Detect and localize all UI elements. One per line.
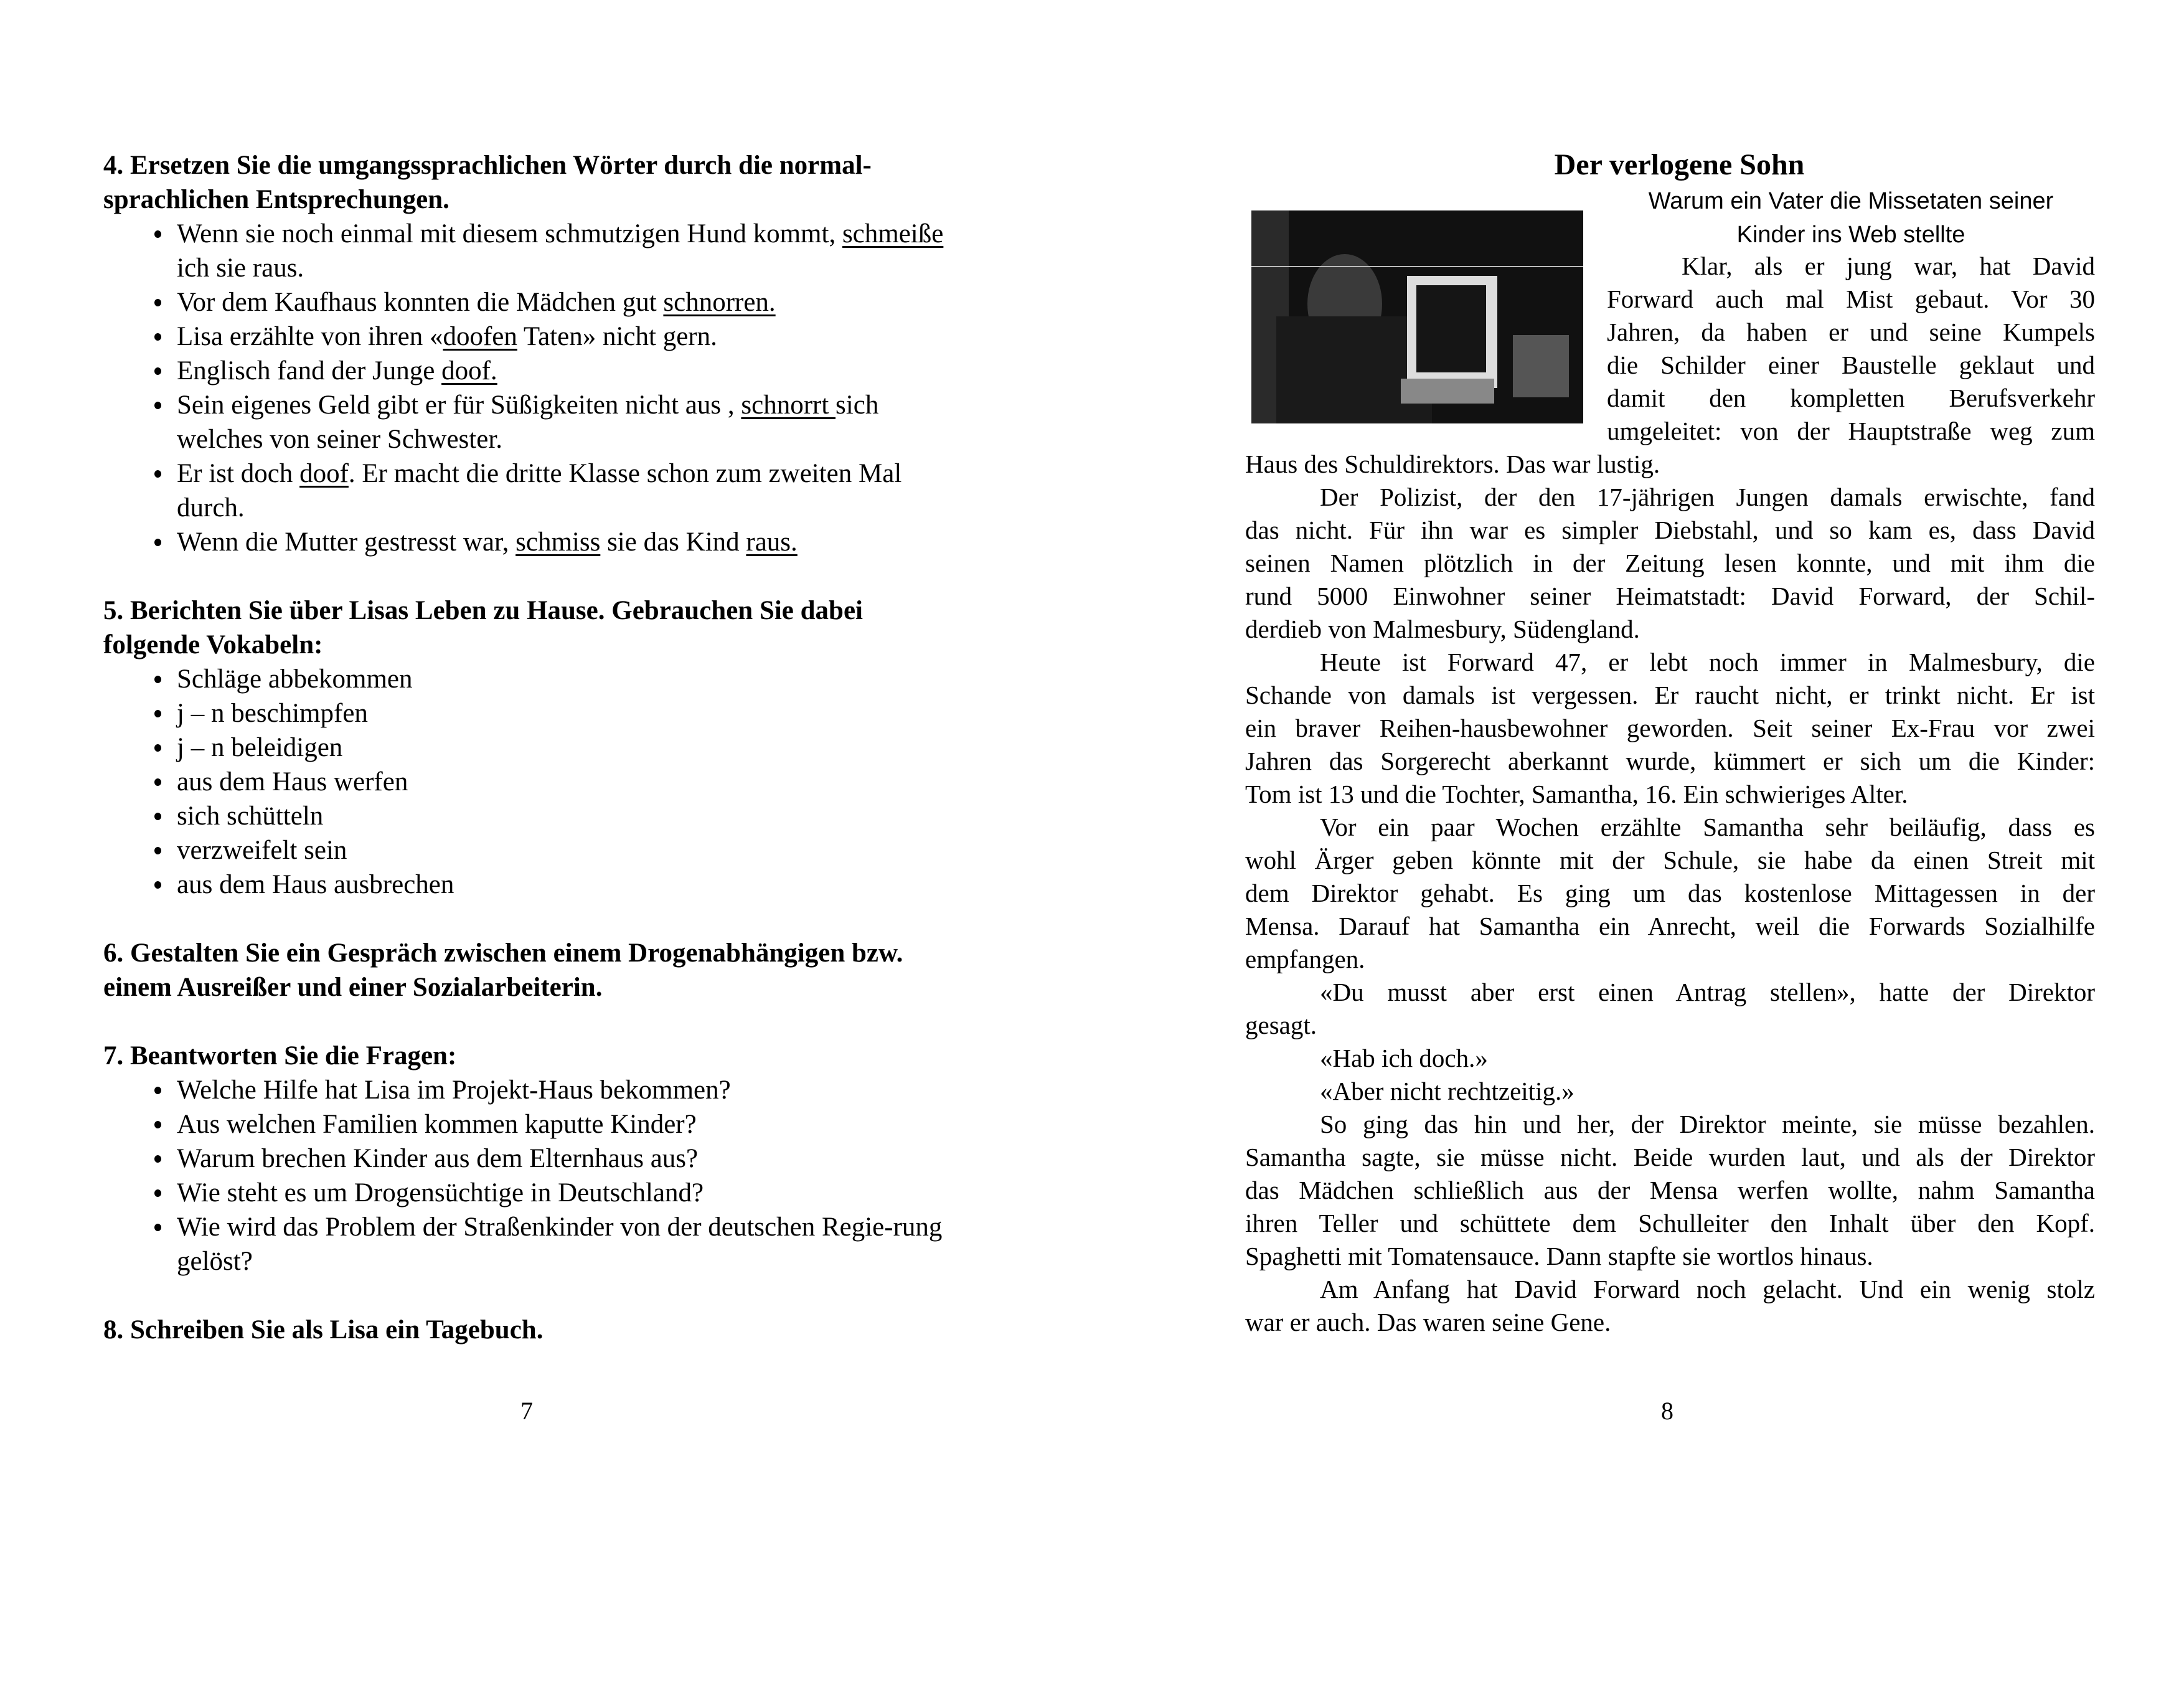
exercise-heading: 4. Ersetzen Sie die umgangssprachlichen Wörter durch die normal-sprachlichen Entsprechungen. xyxy=(103,151,872,214)
exercise-section xyxy=(103,1313,963,1347)
text-line: Jahren, da haben er und seine Kumpels xyxy=(1607,318,2095,346)
item-text: Wie wird das Problem der Straßenkinder von der deutschen Regie-rung gelöst? xyxy=(177,1212,943,1276)
article-photo xyxy=(1251,210,1583,423)
text-line: wohl Ärger geben könnte mit der Schule, sie habe da einen Streit mit xyxy=(1245,846,2095,874)
text-line: «Aber nicht rechtzeitig.» xyxy=(1320,1077,1574,1105)
text-line: Schande von damals ist vergessen. Er raucht nicht, er trinkt nicht. Er ist xyxy=(1245,681,2095,709)
page-number-left: 7 xyxy=(520,1397,533,1425)
underlined-word: doof. xyxy=(441,356,497,385)
item-text: Lisa erzählte von ihren « xyxy=(177,322,443,351)
paragraph xyxy=(1245,976,2095,1042)
text-line: Mensa. Darauf hat Samantha ein Anrecht, weil die Forwards Sozialhilfe xyxy=(1245,912,2095,940)
list-item xyxy=(177,354,963,388)
item-text: Warum brechen Kinder aus dem Elternhaus aus? xyxy=(177,1144,699,1173)
text-line: derdieb von Malmesbury, Südengland. xyxy=(1245,615,1640,643)
list-item xyxy=(177,388,963,456)
left-page xyxy=(103,148,963,1692)
text-line: Heute ist Forward 47, er lebt noch immer in Malmesbury, die xyxy=(1320,648,2095,676)
exercise-section xyxy=(103,936,963,1004)
page-number-right: 8 xyxy=(1661,1397,1673,1425)
text-line: Jahren das Sorgerecht aberkannt wurde, kümmert er sich um die Kinder: xyxy=(1245,747,2095,775)
exercise-section xyxy=(103,148,963,559)
paragraph xyxy=(1245,481,2095,646)
exercise-list xyxy=(103,1073,963,1278)
text-line: dem Direktor gehabt. Es ging um das kostenlose Mittagessen in der xyxy=(1245,879,2095,907)
article-subtitle xyxy=(1607,184,2095,252)
text-line: Haus des Schuldirektors. Das war lustig. xyxy=(1245,450,1660,478)
list-item xyxy=(177,833,963,867)
text-line: gesagt. xyxy=(1245,1011,1317,1039)
list-item xyxy=(177,730,963,765)
article-body xyxy=(1245,448,2095,1339)
text-line: rund 5000 Einwohner seiner Heimatstadt: David Forward, der Schil- xyxy=(1245,582,2095,610)
list-item xyxy=(177,696,963,730)
text-line: «Hab ich doch.» xyxy=(1320,1044,1488,1072)
text-line: ein braver Reihen-hausbewohner geworden. Seit seiner Ex-Frau vor zwei xyxy=(1245,714,2095,742)
article-column-text xyxy=(1607,250,2095,448)
item-text: Wenn sie noch einmal mit diesem schmutzigen Hund kommt, xyxy=(177,219,842,248)
item-text: Taten» nicht gern. xyxy=(517,322,717,351)
paragraph xyxy=(1245,646,2095,811)
exercise-section xyxy=(103,1039,963,1278)
text-line: Der Polizist, der den 17-jährigen Jungen damals erwischte, fand xyxy=(1320,483,2095,511)
text-line: Klar, als er jung war, hat David xyxy=(1682,252,2095,280)
paragraph xyxy=(1245,1273,2095,1339)
underlined-word: schnorren. xyxy=(663,288,776,317)
list-item xyxy=(177,662,963,696)
text-line: umgeleitet: von der Hauptstraße weg zum xyxy=(1607,417,2095,445)
item-text: Wenn die Mutter gestresst war, xyxy=(177,527,516,557)
text-line: Forward auch mal Mist gebaut. Vor 30 xyxy=(1607,285,2095,313)
list-item xyxy=(177,456,963,525)
exercise-heading: 6. Gestalten Sie ein Gespräch zwischen einem Drogenabhängigen bzw. einem Ausreißer und einer Sozialarbeiterin. xyxy=(103,938,903,1002)
text-line: seinen Namen plötzlich in der Zeitung lesen konnte, und mit ihm die xyxy=(1245,549,2095,577)
paragraph xyxy=(1245,448,2095,481)
paragraph xyxy=(1245,1108,2095,1273)
item-text: sich schütteln xyxy=(177,801,324,831)
paragraph xyxy=(1245,1042,2095,1075)
text-line: das Mädchen schließlich aus der Mensa werfen wollte, nahm Samantha xyxy=(1245,1176,2095,1204)
text-line: Am Anfang hat David Forward noch gelacht. Und ein wenig stolz xyxy=(1320,1275,2095,1303)
item-text: . Er macht die dritte Klasse schon zum zweiten Mal durch. xyxy=(177,459,902,522)
text-line: die Schilder einer Baustelle geklaut und xyxy=(1607,351,2095,379)
text-line: So ging das hin und her, der Direktor meinte, sie müsse bezahlen. xyxy=(1320,1110,2095,1138)
item-text: Er ist doch xyxy=(177,459,300,488)
list-item xyxy=(177,1141,963,1176)
underlined-word: schmeiße xyxy=(842,219,944,248)
text-line: Samantha sagte, sie müsse nicht. Beide wurden laut, und als der Direktor xyxy=(1245,1143,2095,1171)
item-text: Welche Hilfe hat Lisa im Projekt-Haus bekommen? xyxy=(177,1075,731,1105)
text-line: Tom ist 13 und die Tochter, Samantha, 16. Ein schwieriges Alter. xyxy=(1245,780,1908,808)
list-item xyxy=(177,1107,963,1141)
exercise-section xyxy=(103,593,963,902)
list-item xyxy=(177,525,963,559)
item-text: ich sie raus. xyxy=(177,253,304,283)
text-line: «Du musst aber erst einen Antrag stellen», hatte der Direktor xyxy=(1320,978,2095,1006)
item-text: Englisch fand der Junge xyxy=(177,356,442,385)
list-item xyxy=(177,319,963,354)
list-item xyxy=(177,1176,963,1210)
paragraph xyxy=(1245,811,2095,976)
text-line: empfangen. xyxy=(1245,945,1365,973)
item-text: j – n beleidigen xyxy=(177,733,343,762)
underlined-word: doofen xyxy=(443,322,517,351)
exercise-list xyxy=(103,217,963,559)
underlined-word: raus. xyxy=(746,527,798,557)
text-line: Vor ein paar Wochen erzählte Samantha sehr beiläufig, dass es xyxy=(1320,813,2095,841)
subtitle-line: Warum ein Vater die Missetaten seiner xyxy=(1648,188,2054,214)
item-text: Schläge abbekommen xyxy=(177,664,413,694)
exercise-heading: 7. Beantworten Sie die Fragen: xyxy=(103,1041,457,1070)
underlined-word: schmiss xyxy=(515,527,601,557)
list-item xyxy=(177,765,963,799)
item-text: aus dem Haus werfen xyxy=(177,767,408,796)
text-line: damit den kompletten Berufsverkehr xyxy=(1607,384,2095,412)
item-text: Wie steht es um Drogensüchtige in Deutschland? xyxy=(177,1178,704,1208)
list-item xyxy=(177,217,963,285)
underlined-word: schnorrt xyxy=(741,390,836,420)
item-text: aus dem Haus ausbrechen xyxy=(177,870,454,899)
list-item xyxy=(177,1210,963,1278)
subtitle-line: Kinder ins Web stellte xyxy=(1736,222,1965,248)
list-item xyxy=(177,799,963,833)
text-line: das nicht. Für ihn war es simpler Diebstahl, und so kam es, dass David xyxy=(1245,516,2095,544)
item-text: Aus welchen Familien kommen kaputte Kinder? xyxy=(177,1110,697,1139)
text-line: ihren Teller und schüttete dem Schulleiter den Inhalt über den Kopf. xyxy=(1245,1209,2095,1237)
item-text: sie das Kind xyxy=(600,527,746,557)
paragraph xyxy=(1245,1075,2095,1108)
underlined-word: doof xyxy=(299,459,349,488)
list-item xyxy=(177,285,963,319)
article-title: Der verlogene Sohn xyxy=(1554,148,1805,181)
item-text: Vor dem Kaufhaus konnten die Mädchen gut xyxy=(177,288,664,317)
exercise-heading: 8. Schreiben Sie als Lisa ein Tagebuch. xyxy=(103,1315,544,1345)
item-text: sich welches von seiner Schwester. xyxy=(177,390,879,454)
list-item xyxy=(177,1073,963,1107)
item-text: j – n beschimpfen xyxy=(177,699,368,728)
text-line: war er auch. Das waren seine Gene. xyxy=(1245,1308,1611,1336)
list-item xyxy=(177,867,963,902)
exercise-heading: 5. Berichten Sie über Lisas Leben zu Hause. Gebrauchen Sie dabei folgende Vokabeln: xyxy=(103,596,863,659)
exercise-list xyxy=(103,662,963,902)
text-line: Spaghetti mit Tomatensauce. Dann stapfte sie wortlos hinaus. xyxy=(1245,1242,1873,1270)
item-text: Sein eigenes Geld gibt er für Süßigkeiten nicht aus , xyxy=(177,390,741,420)
item-text: verzweifelt sein xyxy=(177,836,347,865)
